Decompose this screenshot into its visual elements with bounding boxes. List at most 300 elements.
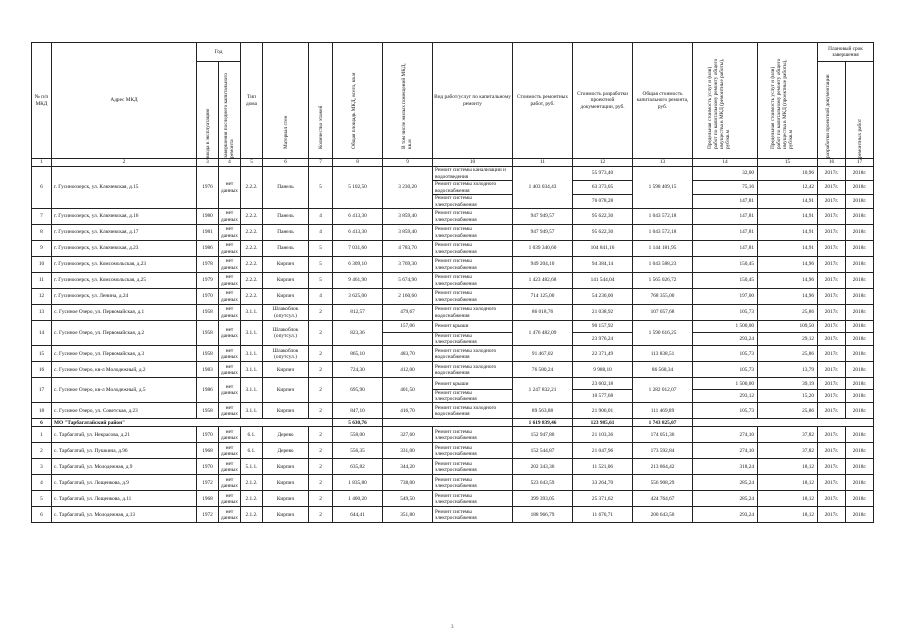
- cell-plan-works: 2018г.: [846, 305, 874, 321]
- cell-n: 6: [32, 507, 52, 523]
- cell-cost-total: 1 043 572,18: [633, 209, 693, 225]
- cell-work-type: Ремонт системы электроснабжения: [433, 289, 513, 305]
- cell-wall: Кирпич: [263, 459, 309, 475]
- cell-cost-total: 1 598 409,15: [633, 167, 693, 209]
- cell-limit-repair: 32,00: [693, 167, 758, 181]
- cell-year-built: 1980: [197, 209, 219, 225]
- header-plan-group: Плановый срок завершения: [818, 43, 874, 62]
- cell-wall: Дерево: [263, 427, 309, 443]
- cell-area-total: 556,35: [333, 443, 383, 459]
- cell-address: с. Гусиное Озеро, ул. Советская, д.23: [52, 403, 197, 419]
- cell-wall: Кирпич: [263, 362, 309, 378]
- cell-area-total: 3 625,00: [333, 289, 383, 305]
- page-number: 3: [451, 625, 454, 630]
- cell-cost-docs: 95 622,30: [573, 209, 633, 225]
- cell-wall: Шлакоблок (опутсул.): [263, 346, 309, 362]
- cell-cost-total: 86 568,34: [633, 362, 693, 378]
- cell-cost-works: 76 580,24: [513, 362, 573, 378]
- table-row: [32, 273, 874, 289]
- cell-limit-repair: 285,24: [693, 475, 758, 491]
- cell-plan-docs: 2017г.: [818, 507, 846, 523]
- cell-cost-docs: 104 841,16: [573, 241, 633, 257]
- cell-cost-docs: 63 373,05: [573, 181, 633, 195]
- cell-limit-repair: 274,10: [693, 427, 758, 443]
- cell-limit-repair: 1 500,00: [693, 378, 758, 390]
- cell-area-total: 1 835,80: [333, 475, 383, 491]
- cell-limit-repair: 147,81: [693, 241, 758, 257]
- cell-house-type: 6.1.: [241, 443, 263, 459]
- cell-floors: 2: [309, 403, 333, 419]
- cell-cost-docs: 55 973,40: [573, 167, 633, 181]
- cell-limit-repair: 318,24: [693, 459, 758, 475]
- cell-limit-repair: 105,73: [693, 346, 758, 362]
- cell-cost-total: 174 051,36: [633, 427, 693, 443]
- cell-cost-total: 1 565 026,72: [633, 273, 693, 289]
- cell-limit-docs: 37,82: [758, 443, 818, 459]
- cell-area-total: 7 031,60: [333, 241, 383, 257]
- cell-n: 1: [32, 427, 52, 443]
- cell-work-type: Ремонт системы электроснабжения: [433, 241, 513, 257]
- cell-house-type: 2.2.2.: [241, 225, 263, 241]
- cell-floors: 2: [309, 427, 333, 443]
- header-n: № п/п МКД: [32, 43, 52, 159]
- cell-address: с. Тарбагатай, ул. Некрасова, д.21: [52, 427, 197, 443]
- cell-n: 9: [32, 241, 52, 257]
- cell-cost-total: 768 355,00: [633, 289, 693, 305]
- cell-floors: 2: [309, 491, 333, 507]
- header-wall: [263, 43, 309, 159]
- cell-n: 13: [32, 305, 52, 321]
- cell-year-repair: нет данных: [219, 346, 241, 362]
- cell-cost-total: 1 590 616,25: [633, 321, 693, 346]
- cell-year-built: 1976: [197, 167, 219, 209]
- cell-address: с. Гусиное Озеро, кв-л Молодежный, д.5: [52, 378, 197, 403]
- table-row: [32, 475, 874, 491]
- table-header: [32, 43, 874, 167]
- cell-cost-docs: 11 676,71: [573, 507, 633, 523]
- cell-n: 15: [32, 346, 52, 362]
- cell-plan-works: 2018г.: [846, 241, 874, 257]
- cell-plan-docs: 2017г.: [818, 346, 846, 362]
- cell-plan-docs: 2017г.: [818, 390, 846, 403]
- cell-work-type: Ремонт системы канализации и водоотведения: [433, 167, 513, 181]
- cell-limit-docs: 14,91: [758, 225, 818, 241]
- cell-plan-docs: 2017г.: [818, 273, 846, 289]
- cell-house-type: 3.1.1.: [241, 346, 263, 362]
- cell-area-res: 3 230,20: [383, 167, 433, 209]
- header-house-type: Тип дома: [241, 43, 263, 159]
- header-work-type: Вид работ/услуг по капитальному ремонту: [433, 43, 513, 159]
- cell-wall: Кирпич: [263, 491, 309, 507]
- cell-cost-works: 949 204,10: [513, 257, 573, 273]
- column-number: 13: [633, 159, 693, 167]
- cell-limit-docs: 13,79: [758, 362, 818, 378]
- cell-area-total: 865,10: [333, 346, 383, 362]
- cell-limit-repair: 293,24: [693, 333, 758, 346]
- cell-cost-docs: 23 976,24: [573, 333, 633, 346]
- cell-limit-repair: 197,00: [693, 289, 758, 305]
- header-wall-text: Материал стен: [282, 115, 289, 149]
- cell-wall: Кирпич: [263, 273, 309, 289]
- cell-year-repair: нет данных: [219, 241, 241, 257]
- header-cost-docs: Стоимость разработки проектной документации, руб.: [573, 43, 633, 159]
- cell-floors: 4: [309, 289, 333, 305]
- cell-limit-repair: 75,16: [693, 181, 758, 195]
- cell-limit-repair: 293,12: [693, 390, 758, 403]
- cell-cost-total: 1 144 181,95: [633, 241, 693, 257]
- header-area-res-text: В том числе жилых помещений МКД, кв.м: [400, 62, 413, 149]
- cell-limit-docs: 14,91: [758, 195, 818, 209]
- cell-address: г. Гусиноозерск, ул. Ключевская, д.17: [52, 225, 197, 241]
- cell-year-built: 1972: [197, 507, 219, 523]
- cell-area-total: 1 400,20: [333, 491, 383, 507]
- column-number: 14: [693, 159, 758, 167]
- cell-plan-docs: 2017г.: [818, 181, 846, 195]
- cell-year-built: 1970: [197, 459, 219, 475]
- cell-wall: Шлакоблок (опутсул.): [263, 305, 309, 321]
- cell-cost-total: 424 764,67: [633, 491, 693, 507]
- table-row: [32, 225, 874, 241]
- column-number: 12: [573, 159, 633, 167]
- cell-area-total: 635,82: [333, 459, 383, 475]
- cell-address: г. Гусиноозерск, ул. Ленина, д.24: [52, 289, 197, 305]
- cell-house-type: 6.1.: [241, 427, 263, 443]
- cell-year-repair: нет данных: [219, 443, 241, 459]
- cell-plan-works: 2018г.: [846, 403, 874, 419]
- cell-house-type: 3.1.1.: [241, 362, 263, 378]
- cell-house-type: 3.1.1.: [241, 378, 263, 403]
- cell-limit-repair: 105,73: [693, 362, 758, 378]
- cell-cost-works: 947 949,57: [513, 225, 573, 241]
- cell-year-repair: нет данных: [219, 475, 241, 491]
- cell-cost-works: 89 563,88: [513, 403, 573, 419]
- cell-wall: Кирпич: [263, 403, 309, 419]
- column-number: 17: [846, 159, 874, 167]
- cell-area-res: 401,50: [383, 378, 433, 403]
- header-year-built: [197, 62, 219, 159]
- cell-area-res: 2 160,60: [383, 289, 433, 305]
- column-number: 15: [758, 159, 818, 167]
- cell-wall: Панель: [263, 209, 309, 225]
- cell-address: с. Гусиное Озеро, ул. Первомайская, д.1: [52, 305, 197, 321]
- cell-work-type: Ремонт системы электроснабжения: [433, 475, 513, 491]
- column-number: 6: [263, 159, 309, 167]
- cell-floors: 2: [309, 378, 333, 403]
- header-floors-text: Количество этажей: [317, 105, 324, 149]
- subtotal-name: МО "Тарбагатайский район": [52, 419, 333, 427]
- header-limit-docs-text: Предельная стоимость услуг и (или) работ по капитальному ремонту общего имущества в МКД (проектные работы), руб/кв.м: [769, 58, 794, 149]
- cell-wall: Кирпич: [263, 257, 309, 273]
- cell-n: 16: [32, 362, 52, 378]
- cell-plan-docs: 2017г.: [818, 403, 846, 419]
- cell-address: с. Гусиное Озеро, ул. Первомайская, д.3: [52, 346, 197, 362]
- subtotal-cost-docs: 123 985,61: [573, 419, 633, 427]
- cell-floors: 2: [309, 362, 333, 378]
- cell-n: 7: [32, 209, 52, 225]
- cell-floors: 2: [309, 305, 333, 321]
- cell-cost-total: 107 057,68: [633, 305, 693, 321]
- subtotal-cost-works: 1 619 839,46: [513, 419, 573, 427]
- column-number: 1: [32, 159, 52, 167]
- cell-area-res: 416,70: [383, 403, 433, 419]
- cell-wall: Панель: [263, 241, 309, 257]
- cell-house-type: 3.1.1.: [241, 305, 263, 321]
- cell-area-res: 412,00: [383, 362, 433, 378]
- header-area-total-text: Общая площадь МКД, всего, кв.м: [350, 71, 357, 149]
- cell-year-repair: нет данных: [219, 459, 241, 475]
- header-year-repair-text: завершения последнего капитального ремонта: [222, 72, 235, 158]
- cell-cost-docs: 95 622,30: [573, 225, 633, 241]
- table-body: [32, 167, 874, 523]
- cell-limit-docs: 18,12: [758, 491, 818, 507]
- cell-house-type: 2.2.2.: [241, 257, 263, 273]
- cell-year-built: 1958: [197, 321, 219, 346]
- cell-area-res: 738,00: [383, 475, 433, 491]
- cell-work-type: Ремонт системы электроснабжения: [433, 390, 513, 403]
- cell-wall: Кирпич: [263, 507, 309, 523]
- cell-cost-docs: 141 544,04: [573, 273, 633, 289]
- cell-floors: 2: [309, 459, 333, 475]
- column-number: 16: [818, 159, 846, 167]
- cell-plan-docs: 2017г.: [818, 378, 846, 390]
- cell-cost-docs: 21 103,36: [573, 427, 633, 443]
- cell-n: 5: [32, 491, 52, 507]
- cell-plan-works: 2018г.: [846, 321, 874, 333]
- cell-cost-works: 714 125,00: [513, 289, 573, 305]
- header-cost-works: Стоимость ремонтных работ, руб.: [513, 43, 573, 159]
- header-address: Адрес МКД: [52, 43, 197, 159]
- cell-plan-works: 2018г.: [846, 346, 874, 362]
- cell-cost-total: 113 838,51: [633, 346, 693, 362]
- cell-house-type: 2.1.2.: [241, 507, 263, 523]
- cell-limit-docs: 18,12: [758, 475, 818, 491]
- table-row: [32, 321, 874, 333]
- cell-house-type: 2.2.2.: [241, 209, 263, 225]
- cell-floors: 4: [309, 225, 333, 241]
- cell-year-repair: нет данных: [219, 209, 241, 225]
- cell-n: 6: [32, 167, 52, 209]
- table-row: [32, 257, 874, 273]
- cell-cost-docs: 54 230,00: [573, 289, 633, 305]
- cell-cost-works: 152 947,80: [513, 427, 573, 443]
- column-number: 2: [52, 159, 197, 167]
- cell-limit-repair: 293,24: [693, 507, 758, 523]
- cell-cost-works: 1 247 832,21: [513, 378, 573, 403]
- cell-work-type: Ремонт системы электроснабжения: [433, 491, 513, 507]
- repair-program-table: [31, 42, 874, 523]
- cell-area-total: 644,41: [333, 507, 383, 523]
- cell-plan-docs: 2017г.: [818, 321, 846, 333]
- cell-plan-works: 2018г.: [846, 333, 874, 346]
- cell-plan-docs: 2017г.: [818, 195, 846, 209]
- cell-cost-works: 152 544,87: [513, 443, 573, 459]
- cell-area-total: 847,10: [333, 403, 383, 419]
- cell-n: 10: [32, 257, 52, 273]
- table-row: [32, 289, 874, 305]
- table-row: [32, 378, 874, 390]
- column-number: 4: [219, 159, 241, 167]
- cell-address: с. Тарбагатай, ул. Молодежная, д.13: [52, 507, 197, 523]
- cell-work-type: Ремонт системы холодного водоснабжения: [433, 305, 513, 321]
- cell-limit-docs: 12,42: [758, 181, 818, 195]
- cell-area-res: [383, 333, 433, 346]
- table-row: [32, 403, 874, 419]
- cell-floors: 5: [309, 241, 333, 257]
- cell-year-built: 1968: [197, 443, 219, 459]
- cell-cost-docs: 25 371,62: [573, 491, 633, 507]
- header-plan-docs-text: разработки проектной документации: [824, 74, 831, 158]
- table-row: [32, 443, 874, 459]
- cell-plan-works: 2018г.: [846, 273, 874, 289]
- document-page: [31, 42, 873, 523]
- cell-cost-works: 202 343,36: [513, 459, 573, 475]
- cell-floors: 4: [309, 209, 333, 225]
- cell-plan-works: 2018г.: [846, 491, 874, 507]
- cell-cost-total: 1 043 588,23: [633, 257, 693, 273]
- table-row: [32, 362, 874, 378]
- cell-cost-works: 523 643,59: [513, 475, 573, 491]
- subtotal-n: 6: [32, 419, 52, 427]
- cell-floors: 2: [309, 443, 333, 459]
- cell-cost-docs: 21 047,96: [573, 443, 633, 459]
- cell-area-res: 479,67: [383, 305, 433, 321]
- cell-wall: Кирпич: [263, 289, 309, 305]
- cell-limit-docs: 39,19: [758, 378, 818, 390]
- cell-area-res: 5 674,90: [383, 273, 433, 289]
- cell-limit-repair: 150,45: [693, 257, 758, 273]
- cell-plan-works: 2018г.: [846, 443, 874, 459]
- table-row: [32, 346, 874, 362]
- column-number-row: [32, 159, 874, 167]
- cell-plan-works: 2018г.: [846, 257, 874, 273]
- cell-cost-total: 173 592,84: [633, 443, 693, 459]
- cell-limit-docs: 14,91: [758, 241, 818, 257]
- cell-n: 3: [32, 459, 52, 475]
- cell-work-type: Ремонт системы электроснабжения: [433, 273, 513, 289]
- cell-area-total: 6 309,10: [333, 257, 383, 273]
- column-number: 11: [513, 159, 573, 167]
- cell-cost-docs: 23 602,18: [573, 378, 633, 390]
- cell-cost-total: 111 469,89: [633, 403, 693, 419]
- header-year-group: Год: [197, 43, 241, 62]
- cell-area-res: 331,00: [383, 443, 433, 459]
- cell-plan-docs: 2017г.: [818, 333, 846, 346]
- cell-limit-docs: 25,86: [758, 403, 818, 419]
- cell-year-built: 1978: [197, 257, 219, 273]
- cell-limit-repair: 105,73: [693, 305, 758, 321]
- cell-limit-docs: 14,96: [758, 273, 818, 289]
- cell-limit-repair: 150,45: [693, 273, 758, 289]
- cell-plan-docs: 2017г.: [818, 443, 846, 459]
- cell-year-repair: нет данных: [219, 427, 241, 443]
- cell-house-type: 2.1.2.: [241, 491, 263, 507]
- cell-address: с. Гусиное Озеро, ул. Первомайская, д.2: [52, 321, 197, 346]
- cell-year-built: 1958: [197, 305, 219, 321]
- cell-area-res: 3 859,40: [383, 209, 433, 225]
- cell-cost-docs: 94 384,14: [573, 257, 633, 273]
- column-number: 5: [241, 159, 263, 167]
- cell-limit-docs: 37,82: [758, 427, 818, 443]
- cell-plan-works: 2018г.: [846, 225, 874, 241]
- header-area-total: [333, 43, 383, 159]
- cell-work-type: Ремонт крыши: [433, 378, 513, 390]
- cell-plan-works: 2018г.: [846, 362, 874, 378]
- header-cost-total: Общая стоимость капитального ремонта, руб.: [633, 43, 693, 159]
- table-row: [32, 305, 874, 321]
- cell-limit-docs: 15,20: [758, 390, 818, 403]
- cell-area-total: 5 102,50: [333, 167, 383, 209]
- cell-limit-docs: 25,86: [758, 346, 818, 362]
- cell-wall: Панель: [263, 167, 309, 209]
- cell-address: г. Гусиноозерск, ул. Комсомольская, д.23: [52, 257, 197, 273]
- subtotal-cost-total: 1 743 825,07: [633, 419, 693, 427]
- cell-wall: Шлакоблок (опутсул.): [263, 321, 309, 346]
- table-row: [32, 459, 874, 475]
- cell-plan-works: 2018г.: [846, 167, 874, 181]
- cell-year-built: 1972: [197, 475, 219, 491]
- header-limit-repair-text: Предельная стоимость услуг и (или) работ по капитальному ремонту общего имущества в МКД (ремонтные работы), руб/кв.м: [707, 58, 732, 149]
- cell-floors: 2: [309, 346, 333, 362]
- cell-address: г. Гусиноозерск, ул. Комсомольская, д.25: [52, 273, 197, 289]
- subtotal-area: 5 630,76: [333, 419, 383, 427]
- subtotal-empty: [693, 419, 874, 427]
- table-row: [32, 427, 874, 443]
- cell-plan-docs: 2017г.: [818, 241, 846, 257]
- cell-wall: Кирпич: [263, 378, 309, 403]
- cell-cost-works: 399 393,05: [513, 491, 573, 507]
- cell-plan-works: 2018г.: [846, 507, 874, 523]
- header-year-built-text: ввода в эксплуатацию: [204, 108, 211, 158]
- cell-year-built: 1970: [197, 427, 219, 443]
- cell-n: 12: [32, 289, 52, 305]
- header-limit-docs: [758, 43, 818, 159]
- cell-cost-total: 556 908,29: [633, 475, 693, 491]
- cell-cost-docs: 76 078,28: [573, 195, 633, 209]
- cell-cost-docs: 22 371,49: [573, 346, 633, 362]
- cell-plan-works: 2018г.: [846, 195, 874, 209]
- cell-limit-docs: 25,86: [758, 305, 818, 321]
- cell-limit-repair: 147,81: [693, 195, 758, 209]
- cell-plan-works: 2018г.: [846, 289, 874, 305]
- cell-year-built: 1986: [197, 241, 219, 257]
- cell-area-total: 724,30: [333, 362, 383, 378]
- cell-address: с. Тарбагатай, ул. Лощенкова, д.9: [52, 475, 197, 491]
- cell-plan-docs: 2017г.: [818, 459, 846, 475]
- cell-area-total: 558,00: [333, 427, 383, 443]
- cell-wall: Панель: [263, 225, 309, 241]
- cell-year-built: 1981: [197, 225, 219, 241]
- cell-cost-total: 200 643,50: [633, 507, 693, 523]
- cell-cost-docs: 33 264,70: [573, 475, 633, 491]
- cell-year-repair: нет данных: [219, 507, 241, 523]
- cell-year-repair: нет данных: [219, 225, 241, 241]
- cell-work-type: Ремонт системы электроснабжения: [433, 257, 513, 273]
- cell-year-repair: нет данных: [219, 257, 241, 273]
- table-row: [32, 167, 874, 181]
- cell-cost-docs: 10 577,68: [573, 390, 633, 403]
- cell-limit-docs: 14,96: [758, 257, 818, 273]
- header-plan-works: [846, 62, 874, 159]
- column-number: 7: [309, 159, 333, 167]
- cell-year-repair: нет данных: [219, 289, 241, 305]
- cell-area-res: 344,20: [383, 459, 433, 475]
- cell-year-repair: нет данных: [219, 378, 241, 403]
- cell-limit-docs: 10,96: [758, 167, 818, 181]
- cell-cost-total: 1 043 572,18: [633, 225, 693, 241]
- cell-house-type: 2.2.2.: [241, 241, 263, 257]
- cell-address: г. Гусиноозерск, ул. Ключевская, д.15: [52, 167, 197, 209]
- cell-floors: 5: [309, 257, 333, 273]
